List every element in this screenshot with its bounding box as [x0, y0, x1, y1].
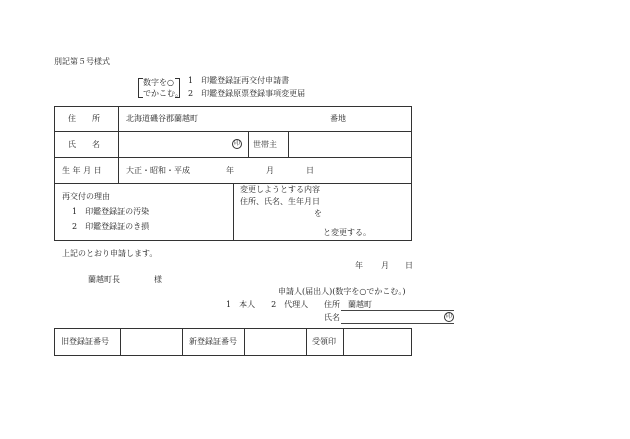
honorific: 様 — [154, 275, 162, 284]
option-reissue[interactable]: 1 印鑑登録証再交付申請書 — [188, 76, 290, 85]
householder-label: 世帯主 — [253, 140, 277, 149]
form-number: 別記第５号様式 — [54, 57, 110, 66]
circle-note-line2: でかこむ。 — [143, 89, 183, 98]
old-number-label: 旧登録証番号 — [61, 337, 109, 346]
circle-note-line1: 数字を○ — [143, 78, 174, 87]
month-label: 月 — [266, 166, 274, 175]
era-options[interactable]: 大正・昭和・平成 — [126, 166, 190, 175]
date-year: 年 — [355, 261, 363, 270]
applicant-address-label: 住所 — [324, 300, 340, 309]
applicant-types[interactable]: 1 本人 2 代理人 — [226, 300, 309, 309]
day-label: 日 — [306, 166, 314, 175]
birthdate-label: 生 年 月 日 — [62, 166, 102, 175]
receipt-seal-label: 受領印 — [312, 337, 336, 346]
year-label: 年 — [226, 166, 234, 175]
name-label: 氏 名 — [68, 140, 100, 149]
new-number-label: 新登録証番号 — [189, 337, 237, 346]
applicant-address-field[interactable]: 蘭越町 — [348, 300, 372, 309]
applicant-seal-icon: 印 — [445, 313, 452, 320]
option-change[interactable]: 2 印鑑登録原票登録事項変更届 — [188, 89, 306, 98]
applicant-name-label: 氏名 — [324, 313, 340, 322]
reason-stain[interactable]: 1 印鑑登録証の汚染 — [72, 207, 150, 216]
seal-icon: 印 — [233, 140, 240, 147]
change-heading: 変更しようとする内容 — [240, 185, 320, 194]
reason-damage[interactable]: 2 印鑑登録証のき損 — [72, 222, 150, 231]
date-day: 日 — [405, 261, 413, 270]
right-bracket — [175, 78, 180, 98]
declaration-statement: 上記のとおり申請します。 — [62, 249, 158, 258]
date-month: 月 — [381, 261, 389, 270]
change-wo: を — [314, 209, 322, 218]
banchi-label: 番地 — [330, 114, 346, 123]
reissue-reason-label: 再交付の理由 — [62, 192, 110, 201]
applicant-heading: 申請人(届出人)(数字を○でかこむ。) — [278, 287, 406, 296]
addressee: 蘭越町長 — [88, 275, 120, 284]
change-fields[interactable]: 住所、氏名、生年月日 — [240, 197, 320, 206]
address-label: 住 所 — [68, 114, 100, 123]
address-field[interactable]: 北海道磯谷郡蘭越町 — [126, 114, 198, 123]
change-to: と変更する。 — [323, 228, 371, 237]
